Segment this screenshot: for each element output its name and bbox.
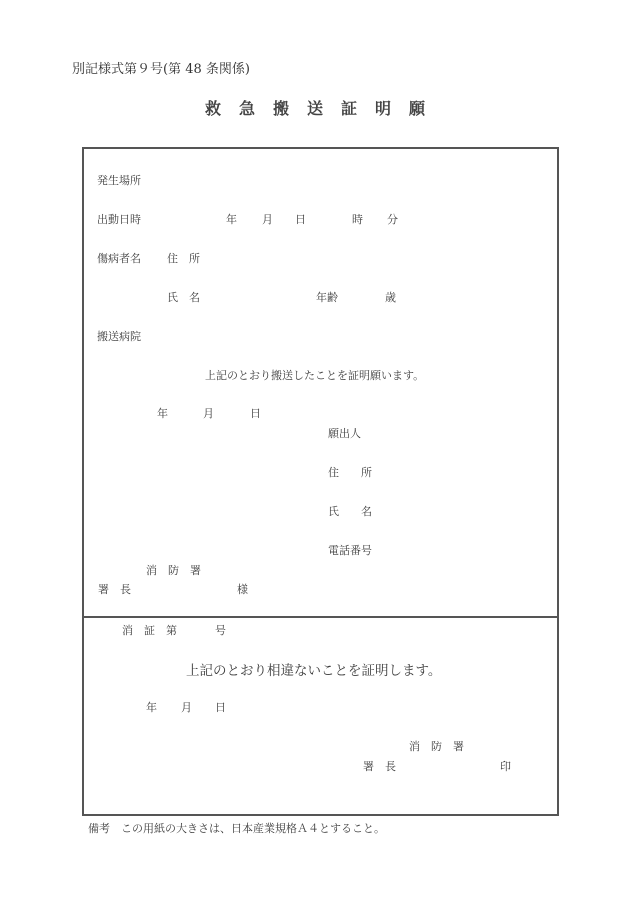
certificate-number-prefix: 消 証 第 bbox=[122, 624, 177, 637]
certificate-number-suffix: 号 bbox=[215, 624, 226, 637]
dispatch-minute: 分 bbox=[387, 213, 398, 226]
applicant-phone-label: 電話番号 bbox=[328, 544, 372, 557]
footnote: 備考 この用紙の大きさは、日本産業規格Ａ４とすること。 bbox=[88, 822, 385, 835]
form-reference: 別記様式第９号(第 48 条関係) bbox=[72, 62, 250, 77]
patient-age-label: 年齢 bbox=[316, 291, 338, 304]
request-date-month: 月 bbox=[203, 407, 214, 420]
request-chief-label: 署 長 bbox=[98, 583, 131, 596]
applicant-label: 願出人 bbox=[328, 427, 361, 440]
request-station-label: 消 防 署 bbox=[146, 564, 201, 577]
patient-address-label: 住 所 bbox=[167, 252, 200, 265]
certificate-date-month: 月 bbox=[181, 701, 192, 714]
certificate-date-year: 年 bbox=[146, 701, 157, 714]
patient-name-label: 氏 名 bbox=[167, 291, 200, 304]
request-date-day: 日 bbox=[250, 407, 261, 420]
dispatch-day: 日 bbox=[295, 213, 306, 226]
certificate-chief-label: 署 長 bbox=[363, 760, 396, 773]
seal-mark: 印 bbox=[500, 760, 511, 773]
applicant-name-label: 氏 名 bbox=[328, 505, 372, 518]
section-divider bbox=[82, 616, 557, 618]
page-title: 救 急 搬 送 証 明 願 bbox=[205, 99, 427, 118]
dispatch-month: 月 bbox=[262, 213, 273, 226]
dispatch-year: 年 bbox=[226, 213, 237, 226]
dispatch-datetime-label: 出動日時 bbox=[97, 213, 141, 226]
certificate-statement: 上記のとおり相違ないことを証明します。 bbox=[186, 663, 442, 679]
incident-place-label: 発生場所 bbox=[97, 174, 141, 187]
applicant-address-label: 住 所 bbox=[328, 466, 372, 479]
request-date-year: 年 bbox=[157, 407, 168, 420]
certificate-station-label: 消 防 署 bbox=[409, 740, 464, 753]
request-statement: 上記のとおり搬送したことを証明願います。 bbox=[205, 369, 425, 382]
dispatch-hour: 時 bbox=[352, 213, 363, 226]
patient-label: 傷病者名 bbox=[97, 252, 141, 265]
form-box bbox=[82, 147, 559, 816]
honorific-label: 様 bbox=[237, 583, 248, 596]
certificate-date-day: 日 bbox=[215, 701, 226, 714]
patient-age-unit: 歳 bbox=[385, 291, 396, 304]
hospital-label: 搬送病院 bbox=[97, 330, 141, 343]
